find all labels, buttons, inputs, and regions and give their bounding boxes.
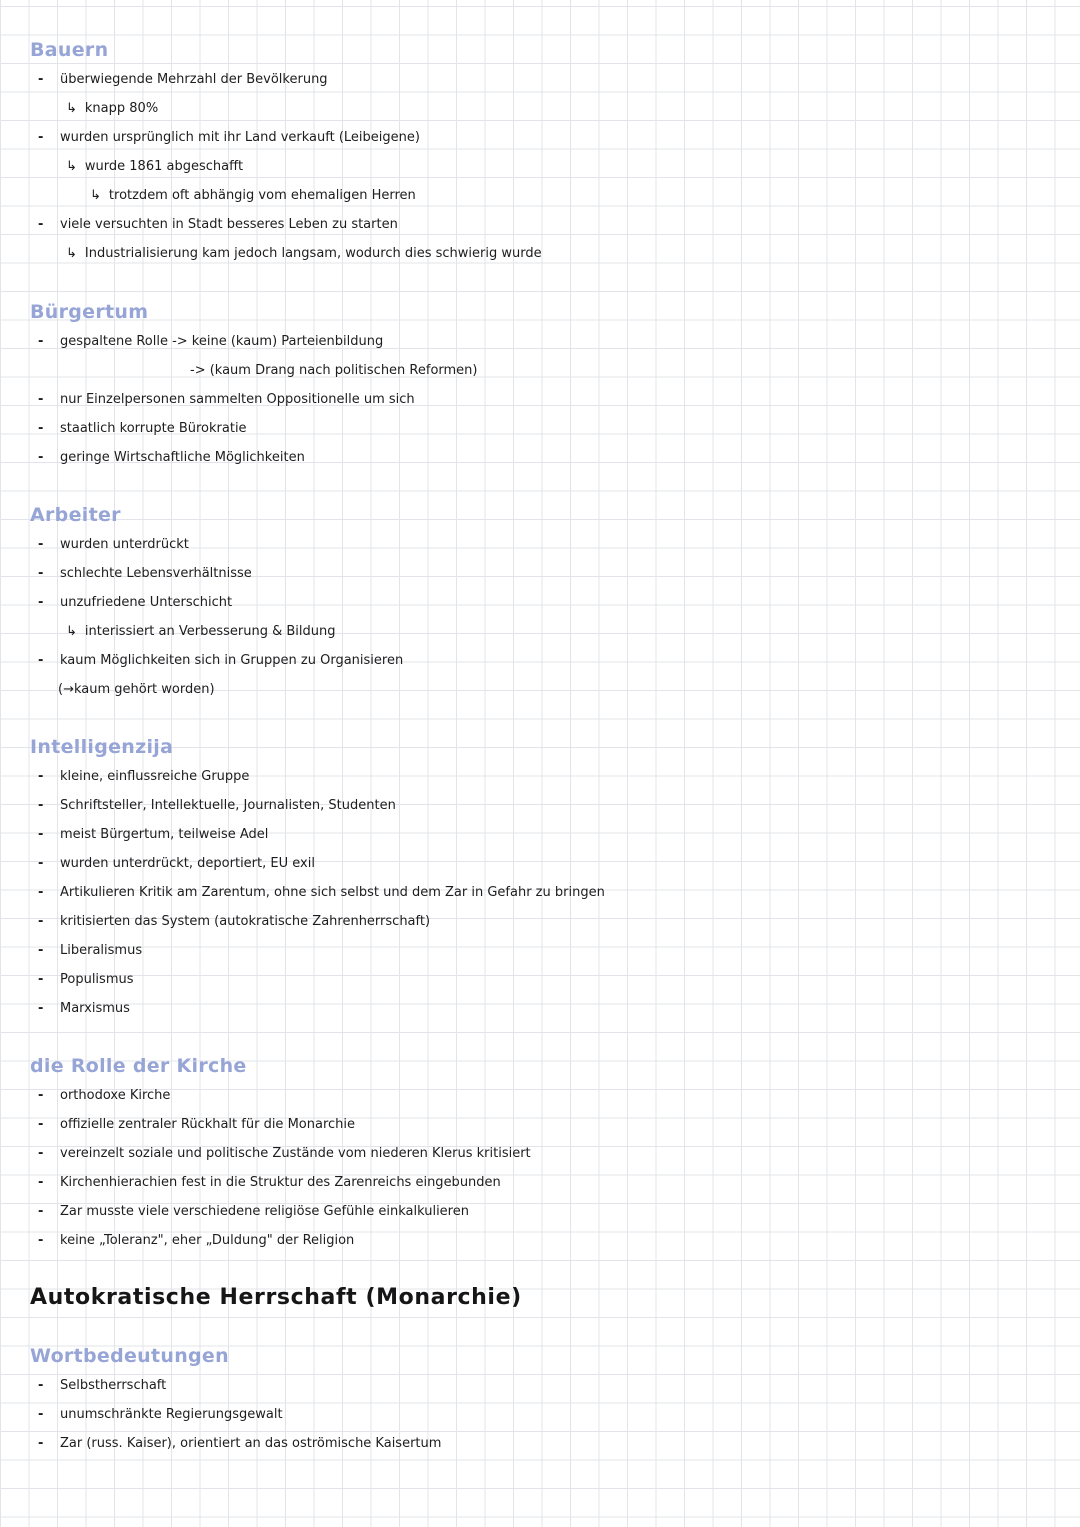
list-item: - kleine, einflussreiche Gruppe [30,762,1050,791]
list-item: - geringe Wirtschaftliche Möglichkeiten [30,443,1050,472]
list-item: - kritisierten das System (autokratische Zahrenherrschaft) [30,907,1050,936]
heading-wortbedeutungen: Wortbedeutungen [30,1345,229,1367]
list-item: - überwiegende Mehrzahl der Bevölkerung [30,65,1050,94]
list-item: - meist Bürgertum, teilweise Adel [30,820,1050,849]
sub-item: ↳ knapp 80% [66,101,159,116]
section-bauern [30,36,1050,268]
sub-item: ↳ trotzdem oft abhängig vom ehemaligen Herren [90,188,416,203]
list-item: - Zar (russ. Kaiser), orientiert an das oströmische Kaisertum [30,1429,1050,1458]
heading-bauern: Bauern [30,39,109,61]
arrow-icon: ↳ [90,188,101,203]
list-item: - orthodoxe Kirche [30,1081,1050,1110]
heading-kirche: die Rolle der Kirche [30,1055,247,1077]
list-item: - keine „Toleranz", eher „Duldung" der Religion [30,1226,1050,1255]
list-item: - Selbstherrschaft [30,1371,1050,1400]
heading-intelligenzija: Intelligenzija [30,736,174,758]
arrow-icon: ↳ [66,246,77,261]
list-item: - staatlich korrupte Bürokratie [30,414,1050,443]
section-wortbedeutungen [30,1342,1050,1458]
list-item: - Zar musste viele verschiedene religiöse Gefühle einkalkulieren [30,1197,1050,1226]
section-intelligenzija [30,733,1050,1023]
list-item: - viele versuchten in Stadt besseres Leben zu starten [30,210,1050,239]
list-item: - wurden unterdrückt, deportiert, EU exil [30,849,1050,878]
list-item: - Artikulieren Kritik am Zarentum, ohne sich selbst und dem Zar in Gefahr zu bringen [30,878,1050,907]
sub-item: ↳ wurde 1861 abgeschafft [66,159,244,174]
arrow-icon: ↳ [66,159,77,174]
section-kirche [30,1052,1050,1255]
sub-item: (→kaum gehört worden) [58,682,215,697]
list-item: - wurden unterdrückt [30,530,1050,559]
section-autokratie [30,1283,1050,1312]
arrow-icon: ↳ [66,624,77,639]
list-item: - Schriftsteller, Intellektuelle, Journalisten, Studenten [30,791,1050,820]
heading-buergertum: Bürgertum [30,301,149,323]
list-item: - kaum Möglichkeiten sich in Gruppen zu Organisieren [30,646,1050,675]
list-item: - nur Einzelpersonen sammelten Oppositionelle um sich [30,385,1050,414]
section-arbeiter [30,501,1050,704]
section-buergertum [30,298,1050,472]
list-item: - Liberalismus [30,936,1050,965]
list-item: - wurden ursprünglich mit ihr Land verkauft (Leibeigene) [30,123,1050,152]
sub-item: ↳ Industrialisierung kam jedoch langsam, wodurch dies schwierig wurde [66,246,542,261]
list-item: - unzufriedene Unterschicht [30,588,1050,617]
list-item: - offizielle zentraler Rückhalt für die Monarchie [30,1110,1050,1139]
list-item: - Marxismus [30,994,1050,1023]
list-item: - vereinzelt soziale und politische Zustände vom niederen Klerus kritisiert [30,1139,1050,1168]
list-item: - schlechte Lebensverhältnisse [30,559,1050,588]
list-item: - Kirchenhierachien fest in die Struktur des Zarenreichs eingebunden [30,1168,1050,1197]
page-title: Autokratische Herrschaft (Monarchie) [30,1285,522,1310]
arrow-icon: ↳ [66,101,77,116]
list-item: - unumschränkte Regierungsgewalt [30,1400,1050,1429]
list-item: - Populismus [30,965,1050,994]
sub-item: -> (kaum Drang nach politischen Reformen) [190,363,478,378]
list-item: - gespaltene Rolle -> keine (kaum) Parteienbildung [30,327,1050,356]
heading-arbeiter: Arbeiter [30,504,121,526]
sub-item: ↳ interissiert an Verbesserung & Bildung [66,624,336,639]
